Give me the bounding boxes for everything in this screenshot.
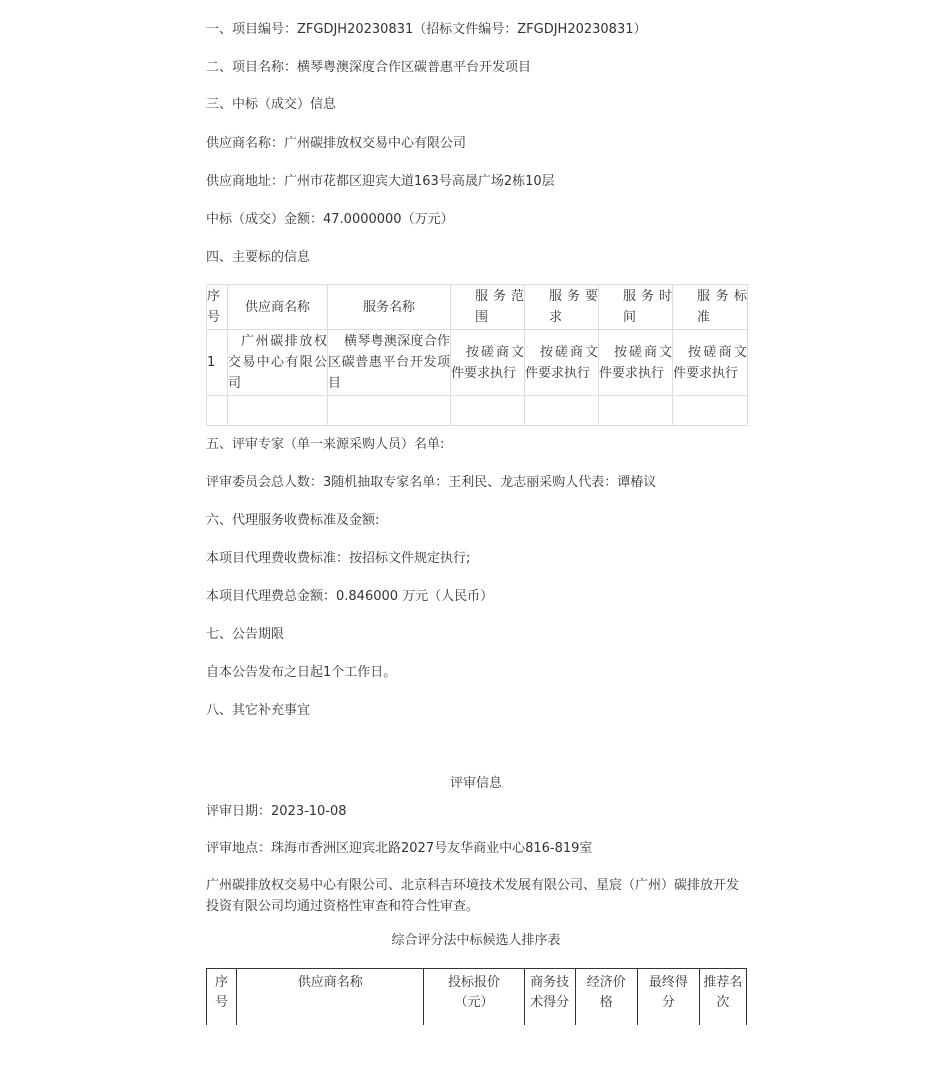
table-header-row: [207, 285, 748, 330]
row-cell: 按磋商文件要求执行: [451, 344, 524, 381]
table-row: [207, 330, 748, 396]
review-result: 广州碳排放权交易中心有限公司、北京科吉环境技术发展有限公司、星宸（广州）碳排放开发投资有限公司均通过资格性审查和符合性审查。: [206, 878, 740, 914]
section-main-subject: 四、主要标的信息: [206, 250, 311, 265]
header-cell: 服务标准: [697, 289, 747, 325]
row-cell: 按磋商文件要求执行: [525, 344, 598, 381]
main-subject-table: [206, 284, 748, 426]
win-amount: 中标（成交）金额：47.0000000（万元）: [206, 212, 454, 227]
supplier-name: 供应商名称：广州碳排放权交易中心有限公司: [206, 136, 467, 151]
project-number: 一、项目编号：ZFGDJH20230831（招标文件编号：ZFGDJH20230831）: [206, 22, 647, 37]
ranking-header-cell: 经济价格: [575, 969, 637, 1026]
row-cell: 按磋商文件要求执行: [599, 344, 672, 381]
review-title: 评审信息: [449, 776, 502, 791]
supplier-address: 供应商地址：广州市花都区迎宾大道163号高晟广场2栋10层: [206, 174, 555, 189]
ranking-table-title: 综合评分法中标候选人排序表: [391, 933, 561, 948]
header-cell: 服务名称: [328, 285, 451, 330]
ranking-header-cell: 投标报价（元）: [424, 969, 524, 1026]
fee-total: 本项目代理费总金额：0.846000 万元（人民币）: [206, 589, 494, 604]
section-fee: 六、代理服务收费标准及金额:: [206, 513, 380, 528]
header-cell: 服务要求: [549, 289, 598, 325]
header-cell: 序号: [207, 285, 228, 330]
fee-standard: 本项目代理费收费标准：按招标文件规定执行;: [206, 551, 471, 566]
review-date: 评审日期：2023-10-08: [206, 804, 347, 819]
period-text: 自本公告发布之日起1个工作日。: [206, 665, 397, 680]
ranking-header-cell: 商务技术得分: [524, 969, 575, 1026]
project-name: 二、项目名称：横琴粤澳深度合作区碳普惠平台开发项目: [206, 60, 532, 75]
ranking-header-cell: 最终得分: [637, 969, 699, 1026]
row-cell: 横琴粤澳深度合作区碳普惠平台开发项目: [328, 334, 450, 391]
header-cell: 服务时间: [623, 289, 672, 325]
ranking-header-cell: 序号: [207, 969, 237, 1026]
section-other: 八、其它补充事宜: [206, 703, 311, 718]
ranking-header-row: [207, 969, 747, 1026]
row-cell: 按磋商文件要求执行: [673, 344, 747, 381]
row-cell: 1: [207, 330, 228, 396]
ranking-header-cell: 供应商名称: [237, 969, 424, 1026]
table-empty-row: [207, 396, 748, 426]
header-cell: 服务范围: [475, 289, 524, 325]
section-experts: 五、评审专家（单一来源采购人员）名单:: [206, 437, 445, 452]
ranking-table: [206, 968, 747, 1025]
section-win-info: 三、中标（成交）信息: [206, 97, 337, 112]
ranking-header-cell: 推荐名次: [699, 969, 746, 1026]
experts-list: 评审委员会总人数：3随机抽取专家名单：王利民、龙志丽采购人代表：谭椿议: [206, 475, 657, 490]
section-period: 七、公告期限: [206, 627, 285, 642]
row-cell: 广州碳排放权交易中心有限公司: [228, 334, 327, 391]
header-cell: 供应商名称: [228, 285, 328, 330]
review-location: 评审地点：珠海市香洲区迎宾北路2027号友华商业中心816-819室: [206, 841, 593, 856]
